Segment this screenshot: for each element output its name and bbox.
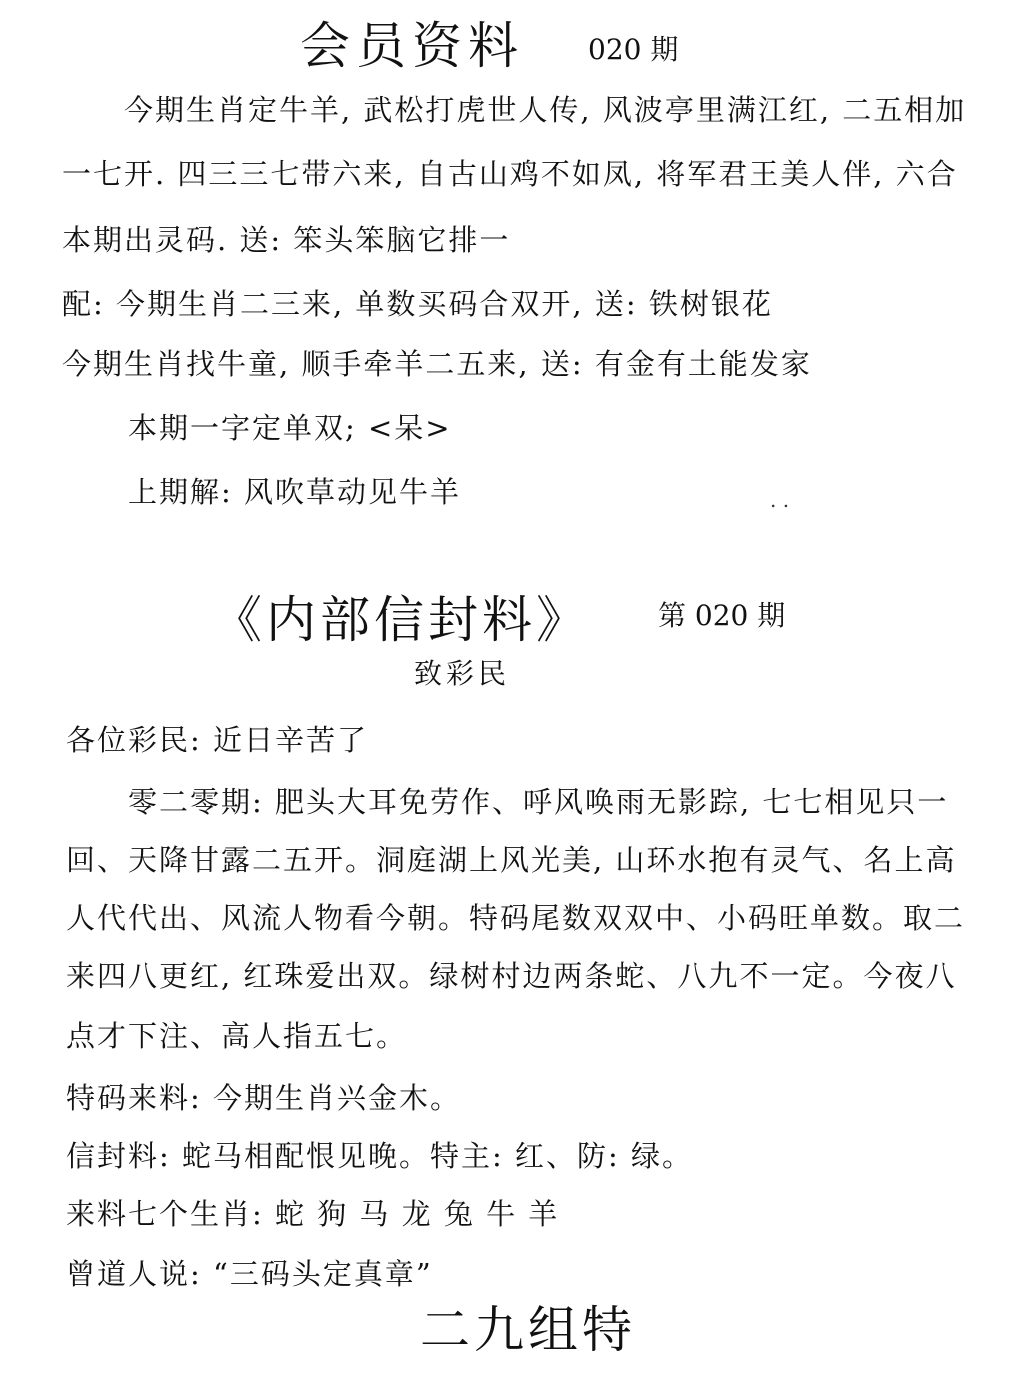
member-info-issue: 020 期 xyxy=(588,33,679,66)
text-line: 配: 今期生肖二三来, 单数买码合双开, 送: 铁树银花 xyxy=(62,287,773,321)
text-line: 一七开. 四三三七带六来, 自古山鸡不如凤, 将军君王美人伴, 六合 xyxy=(62,157,958,191)
member-info-title: 会员资料 xyxy=(300,17,524,75)
text-line: 来料七个生肖: 蛇 狗 马 龙 兔 牛 羊 xyxy=(66,1197,560,1231)
envelope-issue: 第 020 期 xyxy=(658,599,786,632)
text-line: 特码来料: 今期生肖兴金木。 xyxy=(66,1081,461,1115)
group-special-title: 二九组特 xyxy=(420,1301,636,1359)
stray-dots: . . xyxy=(770,488,790,512)
text-line: 零二零期: 肥头大耳免劳作、呼风唤雨无影踪, 七七相见只一 xyxy=(128,785,949,819)
text-line: 本期出灵码. 送: 笨头笨脑它排一 xyxy=(62,223,511,257)
text-line: 各位彩民: 近日辛苦了 xyxy=(66,723,368,757)
text-line: 上期解: 风吹草动见牛羊 xyxy=(128,475,461,509)
text-line: 信封料: 蛇马相配恨见晚。特主: 红、防: 绿。 xyxy=(66,1139,693,1173)
text-line: 人代代出、风流人物看今朝。特码尾数双双中、小码旺单数。取二 xyxy=(66,901,966,935)
text-line: 曾道人说: “三码头定真章” xyxy=(66,1257,433,1291)
text-line: 回、天降甘露二五开。洞庭湖上风光美, 山环水抱有灵气、名上高 xyxy=(66,843,957,877)
text-line: 本期一字定单双; <呆> xyxy=(128,411,452,445)
text-line: 来四八更红, 红珠爱出双。绿树村边两条蛇、八九不一定。今夜八 xyxy=(66,959,957,993)
envelope-subtitle: 致彩民 xyxy=(414,657,511,690)
text-line: 今期生肖定牛羊, 武松打虎世人传, 风波亭里满江红, 二五相加 xyxy=(124,93,967,127)
text-line: 点才下注、高人指五七。 xyxy=(66,1019,408,1053)
text-line: 今期生肖找牛童, 顺手牵羊二五来, 送: 有金有土能发家 xyxy=(62,347,812,381)
envelope-title: 《内部信封料》 xyxy=(212,591,590,649)
